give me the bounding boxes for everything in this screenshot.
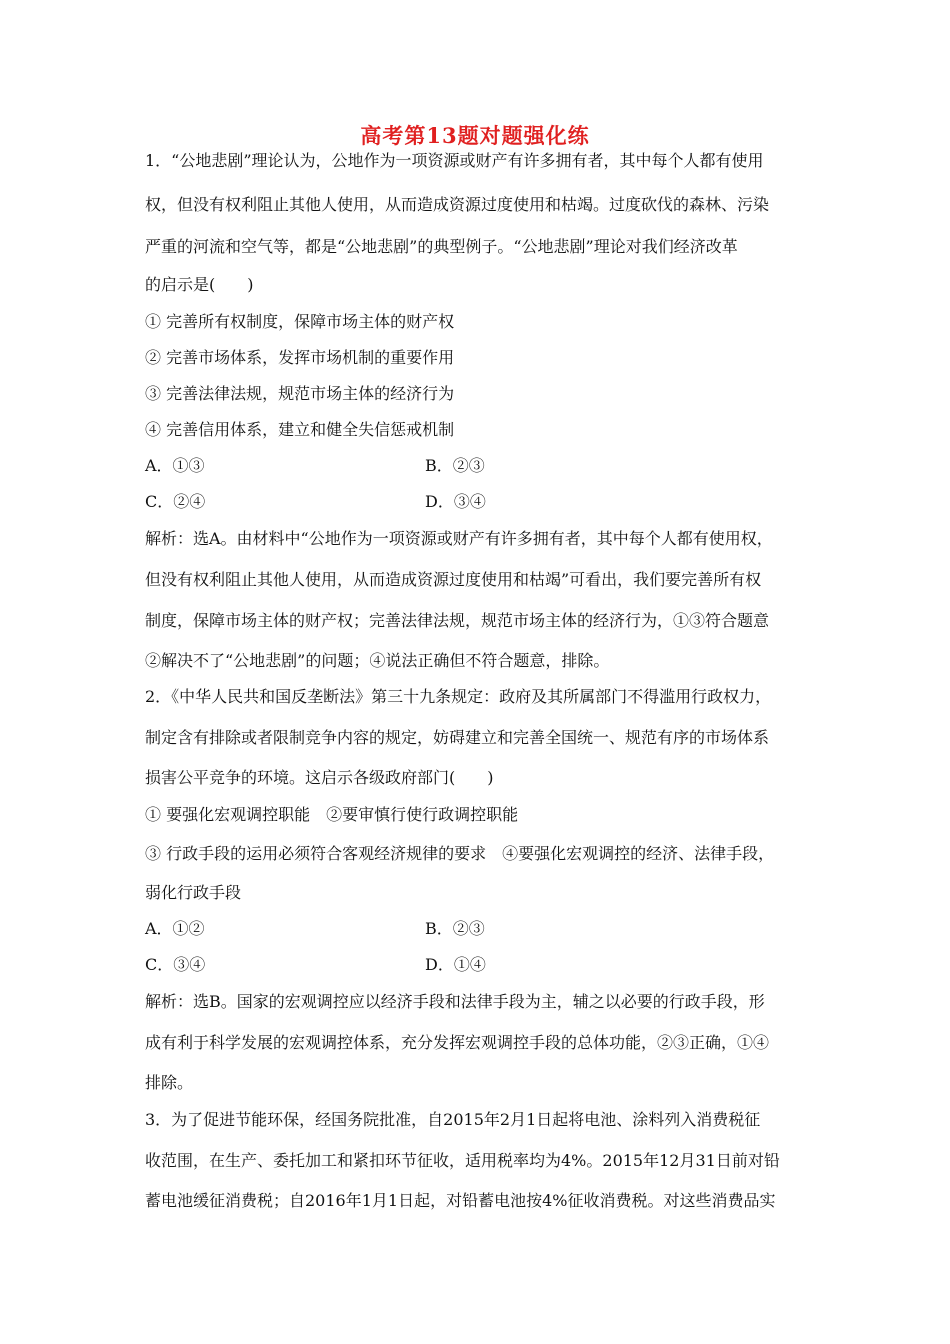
q1-option-d: D．③④ — [425, 492, 486, 511]
q3-stem-line: 收范围，在生产、委托加工和紧扣环节征收，适用税率均为4%。2015年12月31日前对铅 — [145, 1151, 780, 1170]
q2-item: ① 要强化宏观调控职能 ②要审慎行使行政调控职能 — [145, 805, 519, 824]
q2-analysis-line: 成有利于科学发展的宏观调控体系，充分发挥宏观调控手段的总体功能，②③正确，①④ — [145, 1033, 770, 1052]
q1-item: ① 完善所有权制度，保障市场主体的财产权 — [145, 312, 455, 331]
q3-stem-line: 蓄电池缓征消费税；自2016年1月1日起，对铅蓄电池按4%征收消费税。对这些消费品实 — [145, 1191, 776, 1210]
q1-option-b: B．②③ — [425, 456, 485, 475]
q1-option-c: C．②④ — [145, 492, 206, 511]
q2-option-b: B．②③ — [425, 919, 485, 938]
q1-item: ② 完善市场体系，发挥市场机制的重要作用 — [145, 348, 455, 367]
q1-stem-line: 权，但没有权利阻止其他人使用，从而造成资源过度使用和枯竭。过度砍伐的森林、污染 — [145, 195, 770, 214]
q2-item: ③ 行政手段的运用必须符合客观经济规律的要求 ④要强化宏观调控的经济、法律手段， — [145, 844, 775, 863]
q1-option-a: A．①③ — [145, 456, 205, 475]
q2-analysis-line: 排除。 — [145, 1073, 194, 1092]
q2-stem-line: 损害公平竞争的环境。这启示各级政府部门( ) — [145, 768, 494, 787]
q1-stem-line: 的启示是( ) — [145, 275, 254, 294]
q2-option-d: D．①④ — [425, 955, 486, 974]
q2-option-a: A．①② — [145, 919, 205, 938]
q1-analysis-line: 但没有权利阻止其他人使用，从而造成资源过度使用和枯竭”可看出，我们要完善所有权 — [145, 570, 762, 589]
q2-stem-line: 制定含有排除或者限制竞争内容的规定，妨碍建立和完善全国统一、规范有序的市场体系 — [145, 728, 770, 747]
q1-stem-line: 1．“公地悲剧”理论认为，公地作为一项资源或财产有许多拥有者，其中每个人都有使用 — [145, 151, 764, 170]
q1-item: ④ 完善信用体系，建立和健全失信惩戒机制 — [145, 420, 455, 439]
q2-analysis-line: 解析：选B。国家的宏观调控应以经济手段和法律手段为主，辅之以必要的行政手段，形 — [145, 992, 765, 1011]
q1-stem-line: 严重的河流和空气等，都是“公地悲剧”的典型例子。“公地悲剧”理论对我们经济改革 — [145, 237, 738, 256]
q1-analysis-line: 解析：选A。由材料中“公地作为一项资源或财产有许多拥有者，其中每个人都有使用权， — [145, 529, 773, 548]
q1-analysis-line: ②解决不了“公地悲剧”的问题；④说法正确但不符合题意，排除。 — [145, 651, 610, 670]
q1-analysis-line: 制度，保障市场主体的财产权；完善法律法规，规范市场主体的经济行为，①③符合题意 — [145, 611, 770, 630]
q2-option-c: C．③④ — [145, 955, 206, 974]
q1-item: ③ 完善法律法规，规范市场主体的经济行为 — [145, 384, 455, 403]
q2-stem-line: 2．《中华人民共和国反垄断法》第三十九条规定：政府及其所属部门不得滥用行政权力， — [145, 687, 772, 706]
q2-item: 弱化行政手段 — [145, 883, 242, 902]
page-title: 高考第13题对题强化练 — [360, 123, 590, 148]
q3-stem-line: 3．为了促进节能环保，经国务院批准，自2015年2月1日起将电池、涂料列入消费税征 — [145, 1110, 761, 1129]
